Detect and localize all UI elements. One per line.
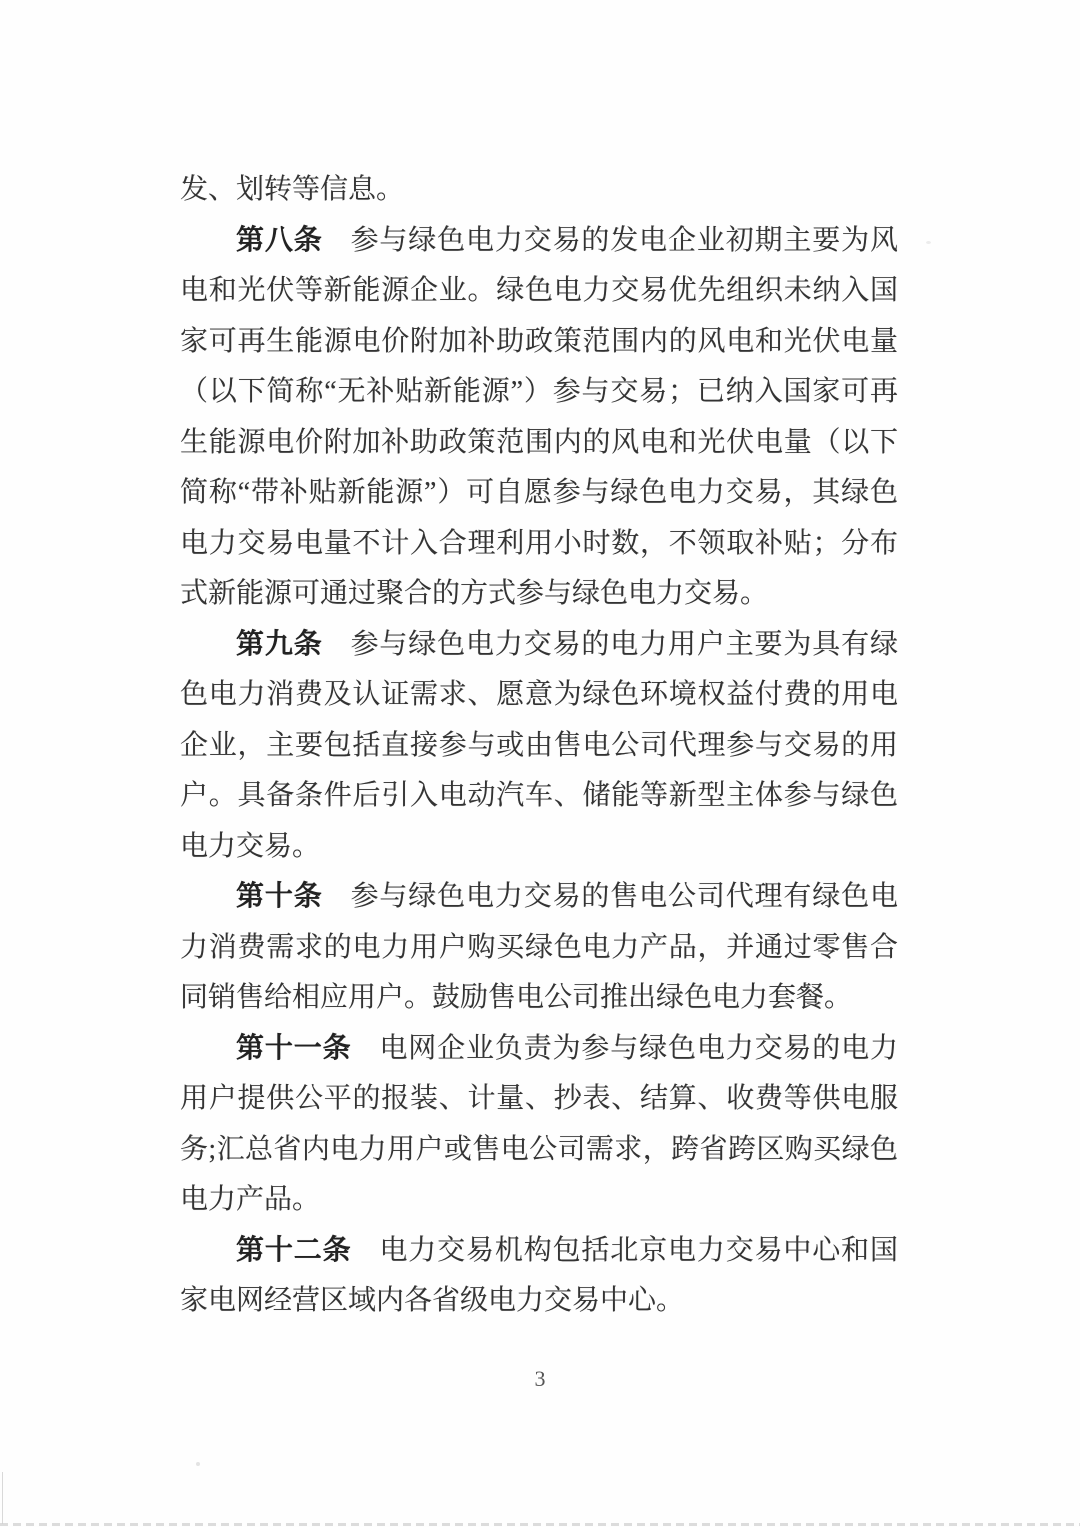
scan-speck: [926, 241, 931, 244]
article-paragraph: [180, 216, 898, 620]
paragraph-text: 电力交易机构包括北京电力交易中心和国家电网经营区域内各省级电力交易中心。: [180, 1234, 898, 1316]
paragraph-text: 发、划转等信息。: [180, 174, 405, 205]
article-paragraph: [180, 872, 898, 1024]
scan-speck: [196, 1462, 200, 1466]
document-body: [180, 165, 898, 1327]
article-number: 第八条: [236, 224, 323, 256]
article-paragraph: [180, 1024, 898, 1226]
article-paragraph: [180, 1226, 898, 1327]
paragraph-text: 参与绿色电力交易的售电公司代理有绿色电力消费需求的电力用户购买绿色电力产品，并通过零售合同销售给相应用户。鼓励售电公司推出绿色电力套餐。: [180, 881, 898, 1013]
paragraph-text: 参与绿色电力交易的电力用户主要为具有绿色电力消费及认证需求、愿意为绿色环境权益付费的用电企业，主要包括直接参与或由售电公司代理参与交易的用户。具备条件后引入电动汽车、储能等新型主体参与绿色电力交易。: [180, 628, 898, 862]
article-number: 第十条: [236, 881, 323, 912]
paragraph-text: 参与绿色电力交易的发电企业初期主要为风电和光伏等新能源企业。绿色电力交易优先组织未纳入国家可再生能源电价附加补助政策范围内的风电和光伏电量（以下简称“无补贴新能源”）参与交易；已纳入国家可再生能源电价附加补助政策范围内的风电和光伏电量（以下简称“带补贴新能源”）可自愿参与绿色电力交易，其绿色电力交易电量不计入合理利用小时数，不领取补贴；分布式新能源可通过聚合的方式参与绿色电力交易。: [180, 224, 898, 609]
paragraph: [180, 165, 898, 216]
article-paragraph: [180, 620, 898, 873]
article-number: 第十二条: [236, 1234, 352, 1266]
scan-bottom-edge-artifact: [0, 1523, 1080, 1526]
paragraph-text: 电网企业负责为参与绿色电力交易的电力用户提供公平的报装、计量、抄表、结算、收费等供电服务;汇总省内电力用户或售电公司需求，跨省跨区购买绿色电力产品。: [180, 1032, 898, 1215]
scan-left-edge-artifact: [2, 1472, 3, 1524]
article-number: 第十一条: [236, 1032, 352, 1064]
page-number: 3: [534, 1366, 546, 1391]
article-number: 第九条: [236, 628, 323, 660]
